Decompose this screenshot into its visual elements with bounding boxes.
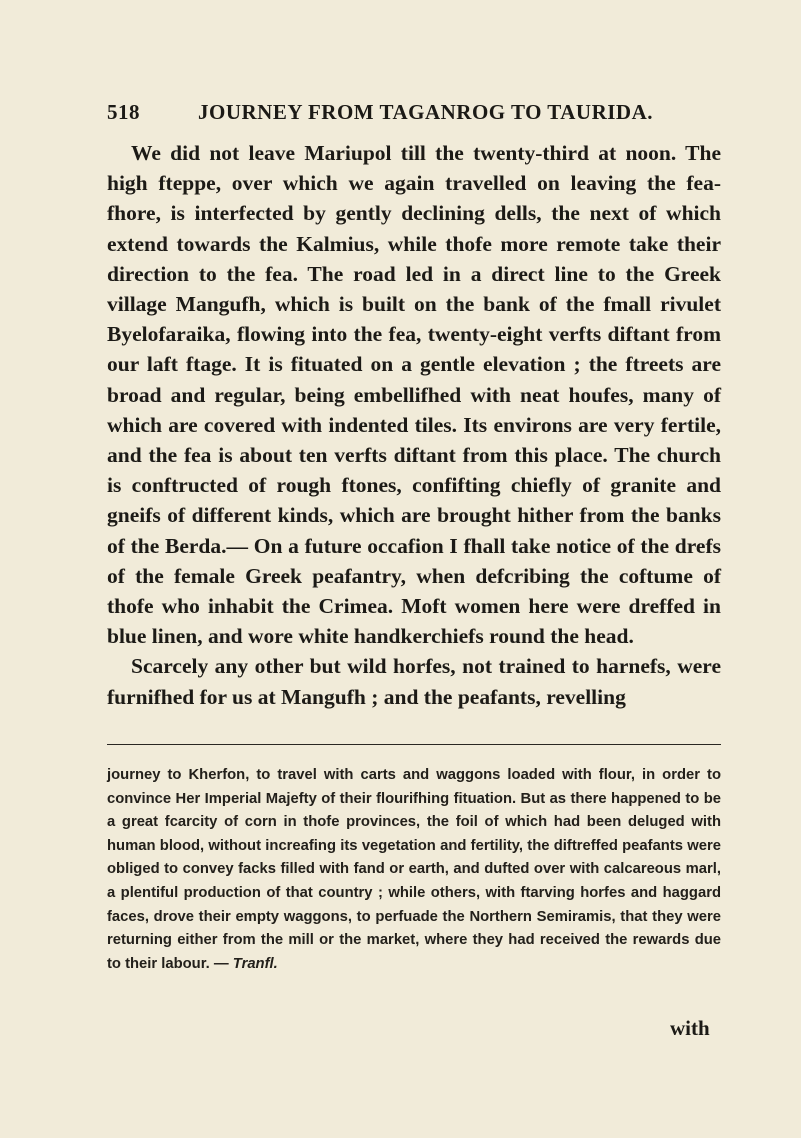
page-number: 518 (107, 100, 140, 124)
footnote-rule (107, 744, 721, 745)
footnote-signature: Tranfl. (232, 955, 278, 972)
paragraph-1: We did not leave Mariupol till the twenty-third at noon. The high fteppe, over which we again travelled on leaving the fea-fhore, is interfected by gently declining dells, the next of which extend towards the Kalmius, while thofe more remote take their direction to the fea. The road led in a direct line to the Greek village Mangufh, which is built on the bank of the fmall rivulet Byelofaraika, flowing into the fea, twenty-eight verfts diftant from our laft ftage. It is fituated on a gentle elevation ; the ftreets are broad and regular, being embellifhed with neat houfes, many of which are covered with indented tiles. Its environs are very fertile, and the fea is about ten verfts diftant from this place. The church is conftructed of rough ftones, confifting chiefly of granite and gneifs of different kinds, which are brought hither from the banks of the Berda.— On a future occafion I fhall take notice of the drefs of the female Greek peafantry, when defcribing the coftume of thofe who inhabit the Crimea. Moft women here were dreffed in blue linen, and wore white handkerchiefs round the head. (107, 141, 721, 649)
catchword: with (670, 1016, 710, 1040)
footnote (107, 764, 721, 976)
running-title: JOURNEY FROM TAGANROG TO TAURIDA. (198, 100, 654, 124)
main-text (107, 138, 721, 712)
footnote-text: journey to Kherfon, to travel with carts and waggons loaded with flour, in order to convince Her Imperial Majefty of their flourifhing fituation. But as there happened to be a great fcarcity of corn in thofe provinces, the foil of which had been deluged with human blood, without increafing its vegetation and fertility, the diftreffed peafants were obliged to convey facks filled with fand or earth, and dufted over with calcareous marl, a plentiful production of that country ; while others, with ftarving horfes and haggard faces, drove their empty waggons, to perfuade the Northern Semiramis, that they were returning either from the mill or the market, where they had received the rewards due to their labour. — (107, 767, 721, 972)
paragraph-2: Scarcely any other but wild horfes, not trained to harnefs, were furnifhed for us at Mangufh ; and the peafants, revelling (107, 654, 721, 709)
page-header (107, 100, 731, 136)
